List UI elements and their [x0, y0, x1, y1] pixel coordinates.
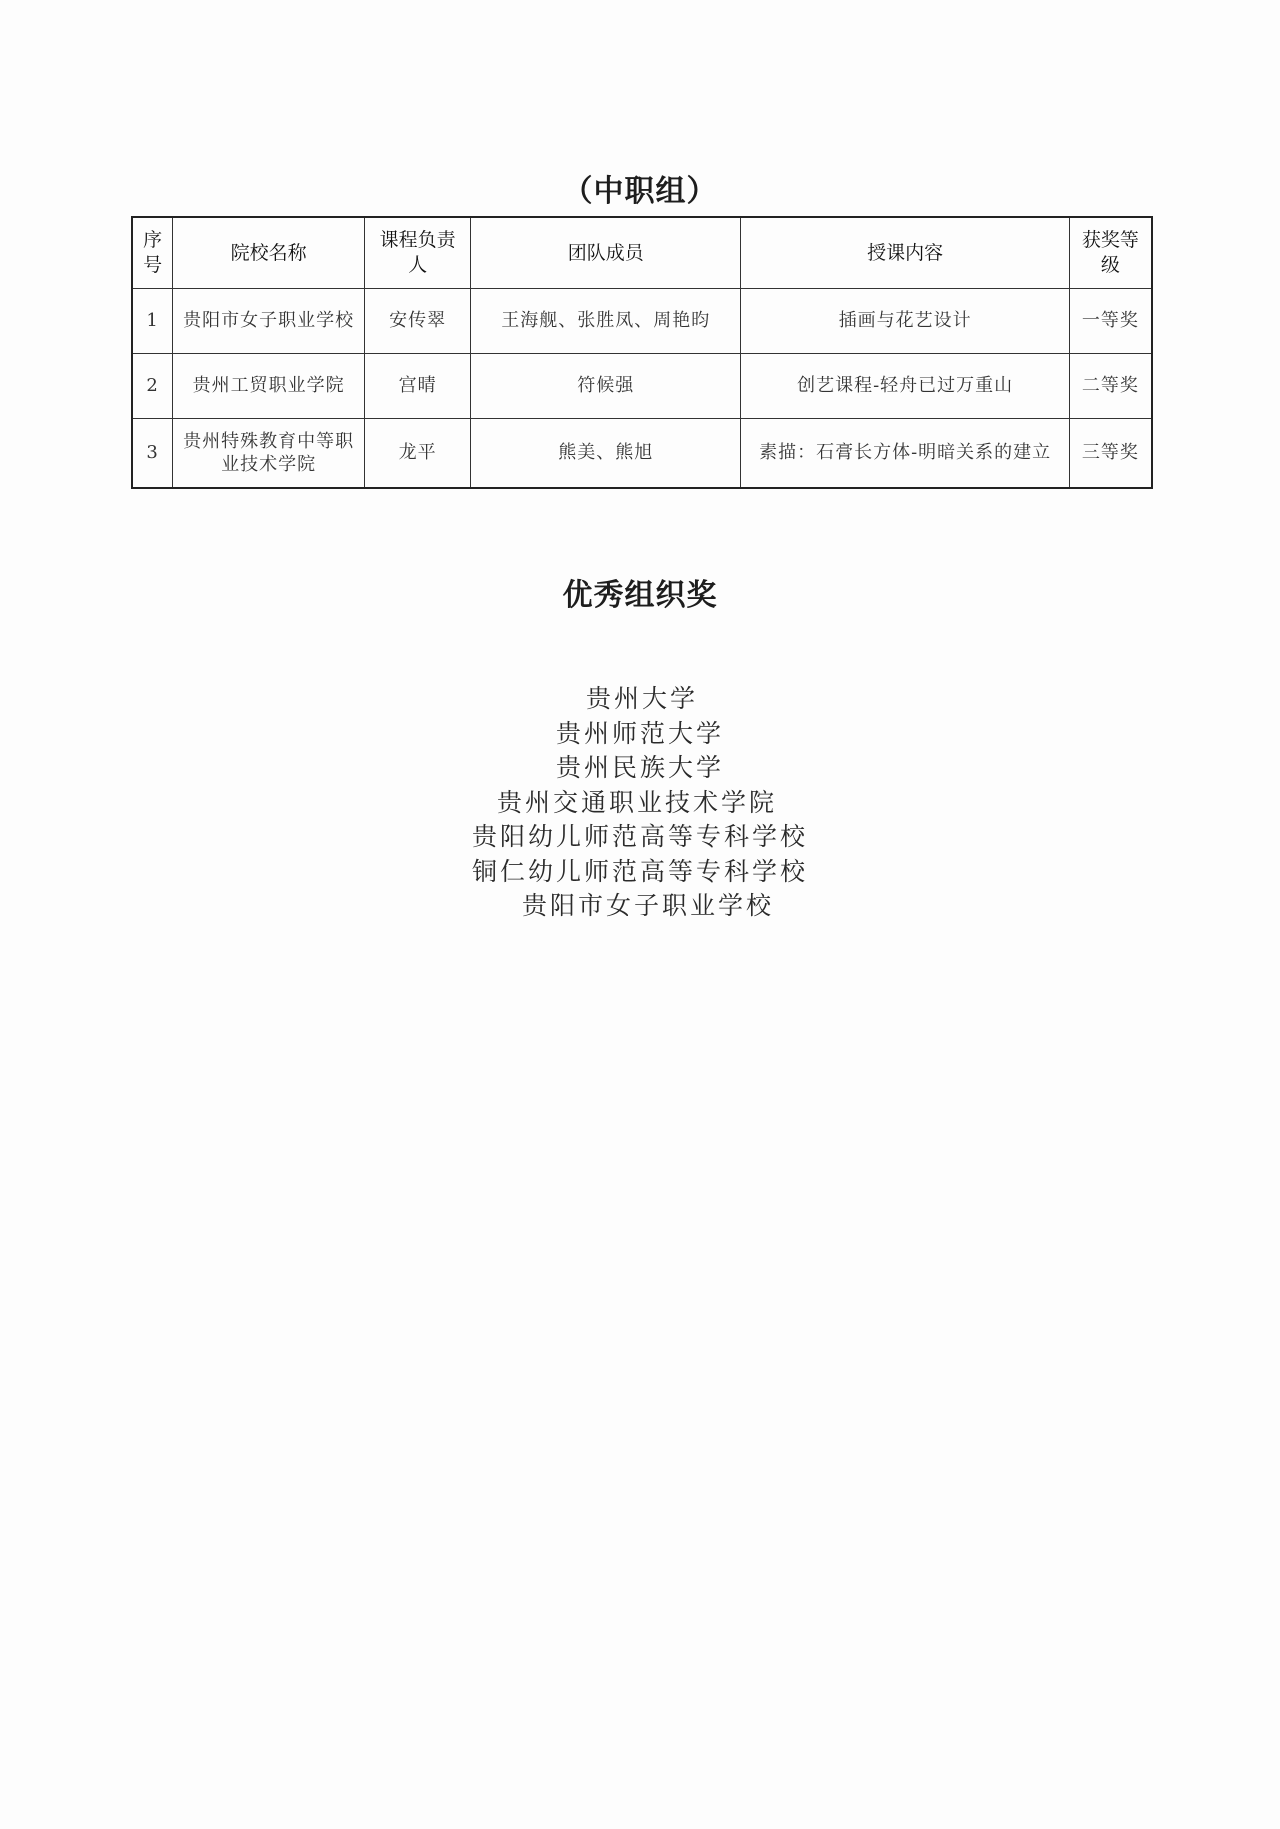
table-row [132, 419, 1152, 489]
table-row [132, 354, 1152, 419]
organization-award-title: 优秀组织奖 [562, 578, 718, 613]
list-item: 贵阳市女子职业学校 [521, 891, 774, 920]
header-school: 院校名称 [173, 217, 365, 289]
header-no: 序号 [132, 217, 173, 289]
header-lead: 课程负责人 [365, 217, 471, 289]
list-item: 贵州交通职业技术学院 [496, 787, 777, 817]
header-award: 获奖等级 [1069, 217, 1152, 289]
cell-content: 素描：石膏长方体-明暗关系的建立 [741, 419, 1069, 489]
list-item: 贵州民族大学 [555, 753, 724, 782]
list-item: 贵州师范大学 [555, 718, 724, 748]
header-content: 授课内容 [741, 217, 1069, 289]
cell-no: 2 [132, 354, 173, 419]
cell-content: 创艺课程-轻舟已过万重山 [741, 354, 1069, 419]
cell-no: 1 [132, 289, 173, 354]
cell-award: 二等奖 [1069, 354, 1152, 419]
cell-team: 熊美、熊旭 [471, 419, 741, 489]
cell-school: 贵阳市女子职业学校 [173, 289, 365, 354]
group-title: （中职组） [562, 174, 718, 209]
cell-no: 3 [132, 419, 173, 489]
awards-table [131, 216, 1153, 489]
list-item: 贵阳幼儿师范高等专科学校 [471, 822, 808, 851]
cell-school: 贵州特殊教育中等职业技术学院 [173, 419, 365, 489]
cell-school: 贵州工贸职业学院 [173, 354, 365, 419]
table-header-row [132, 217, 1152, 289]
award-school-list [0, 682, 1280, 924]
cell-team: 符候强 [471, 354, 741, 419]
cell-award: 三等奖 [1069, 419, 1152, 489]
cell-lead: 宫晴 [365, 354, 471, 419]
cell-content: 插画与花艺设计 [741, 289, 1069, 354]
cell-award: 一等奖 [1069, 289, 1152, 354]
cell-lead: 龙平 [365, 419, 471, 489]
cell-team: 王海舰、张胜凤、周艳昀 [471, 289, 741, 354]
list-item: 铜仁幼儿师范高等专科学校 [471, 856, 808, 886]
cell-lead: 安传翠 [365, 289, 471, 354]
list-item: 贵州大学 [585, 684, 698, 713]
header-team: 团队成员 [471, 217, 741, 289]
table-row [132, 289, 1152, 354]
